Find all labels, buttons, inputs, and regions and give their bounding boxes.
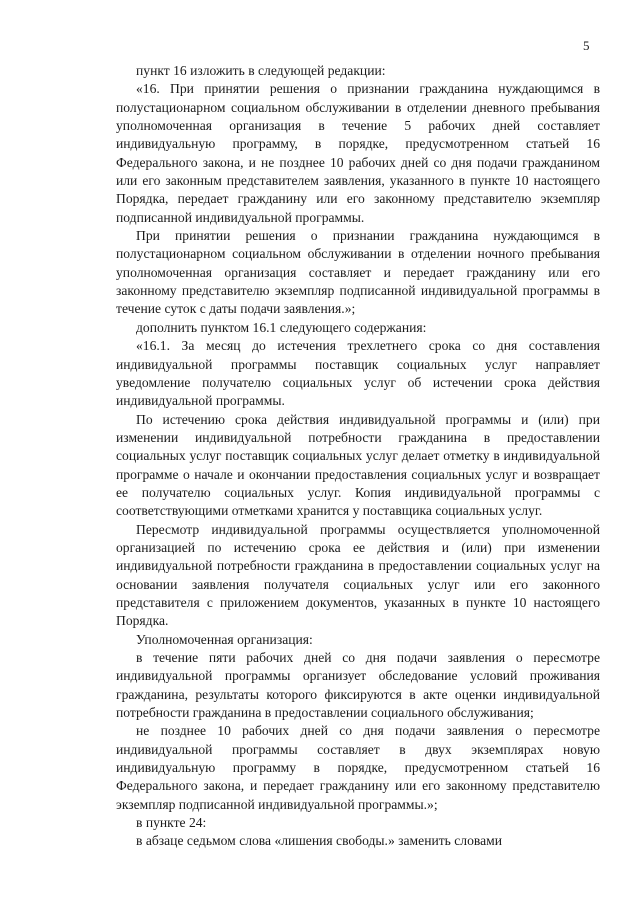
paragraph: дополнить пунктом 16.1 следующего содержания: xyxy=(136,319,427,335)
paragraph: Уполномоченная организация: xyxy=(136,631,313,647)
paragraph: в абзаце седьмом слова «лишения свободы.» заменить словами xyxy=(136,833,503,849)
paragraph: не позднее 10 рабочих дней со дня подачи заявления о пересмотре индивидуальной программы составляет в двух экземплярах новую индивидуальную программу в порядке, предусмотренном статьей 16 Федерального закона, и передает гражданину или его законному представителю экземпляр подписанной индивидуальной программы.»; xyxy=(116,723,600,812)
paragraph: пункт 16 изложить в следующей редакции: xyxy=(136,63,386,78)
paragraph: Пересмотр индивидуальной программы осуществляется уполномоченной организацией по истечению срока ее действия и (или) при изменении индивидуальной потребности гражданина в предоставлении социальных услуг на основании заявления получателя социальных услуг или его законного представителя с приложением документов, указанных в пункте 10 настоящего Порядка. xyxy=(116,521,600,629)
paragraph: «16.1. За месяц до истечения трехлетнего срока со дня составления индивидуальной программы поставщик социальных услуг направляет уведомление получателю социальных услуг об истечении срока действия индивидуальной программы. xyxy=(116,338,600,409)
paragraph: в течение пяти рабочих дней со дня подачи заявления о пересмотре индивидуальной программы организует обследование условий проживания гражданина, результаты которого фиксируются в акте оценки индивидуальной потребности гражданина в предоставлении социального обслуживания; xyxy=(116,650,600,721)
document-body xyxy=(116,62,600,851)
paragraph: в пункте 24: xyxy=(136,815,207,831)
paragraph: По истечению срока действия индивидуальной программы и (или) при изменении индивидуальной потребности гражданина в предоставлении социальных услуг поставщик социальных услуг делает отметку в индивидуальной программе о начале и окончании предоставления социальных услуг и возвращает ее получателю социальных услуг. Копия индивидуальной программы с соответствующими отметками хранится у поставщика социальных услуг. xyxy=(116,411,600,519)
page-number: 5 xyxy=(583,38,590,53)
paragraph: «16. При принятии решения о признании гражданина нуждающимся в полустационарном социальном обслуживании в отделении дневного пребывания уполномоченная организация в течение 5 рабочих дней составляет индивидуальную программу, в порядке, предусмотренном статьей 16 Федерального закона, и не позднее 10 рабочих дней со дня подачи гражданином или его законным представителем заявления, указанного в пункте 10 настоящего Порядка, передает гражданину или его законному представителю экземпляр подписанной индивидуальной программы. xyxy=(116,81,600,225)
paragraph: При принятии решения о признании гражданина нуждающимся в полустационарном социальном обслуживании в отделении ночного пребывания уполномоченная организация составляет и передает гражданину или его законному представителю экземпляр подписанной индивидуальной программы в течение суток с даты подачи заявления.»; xyxy=(116,228,600,317)
